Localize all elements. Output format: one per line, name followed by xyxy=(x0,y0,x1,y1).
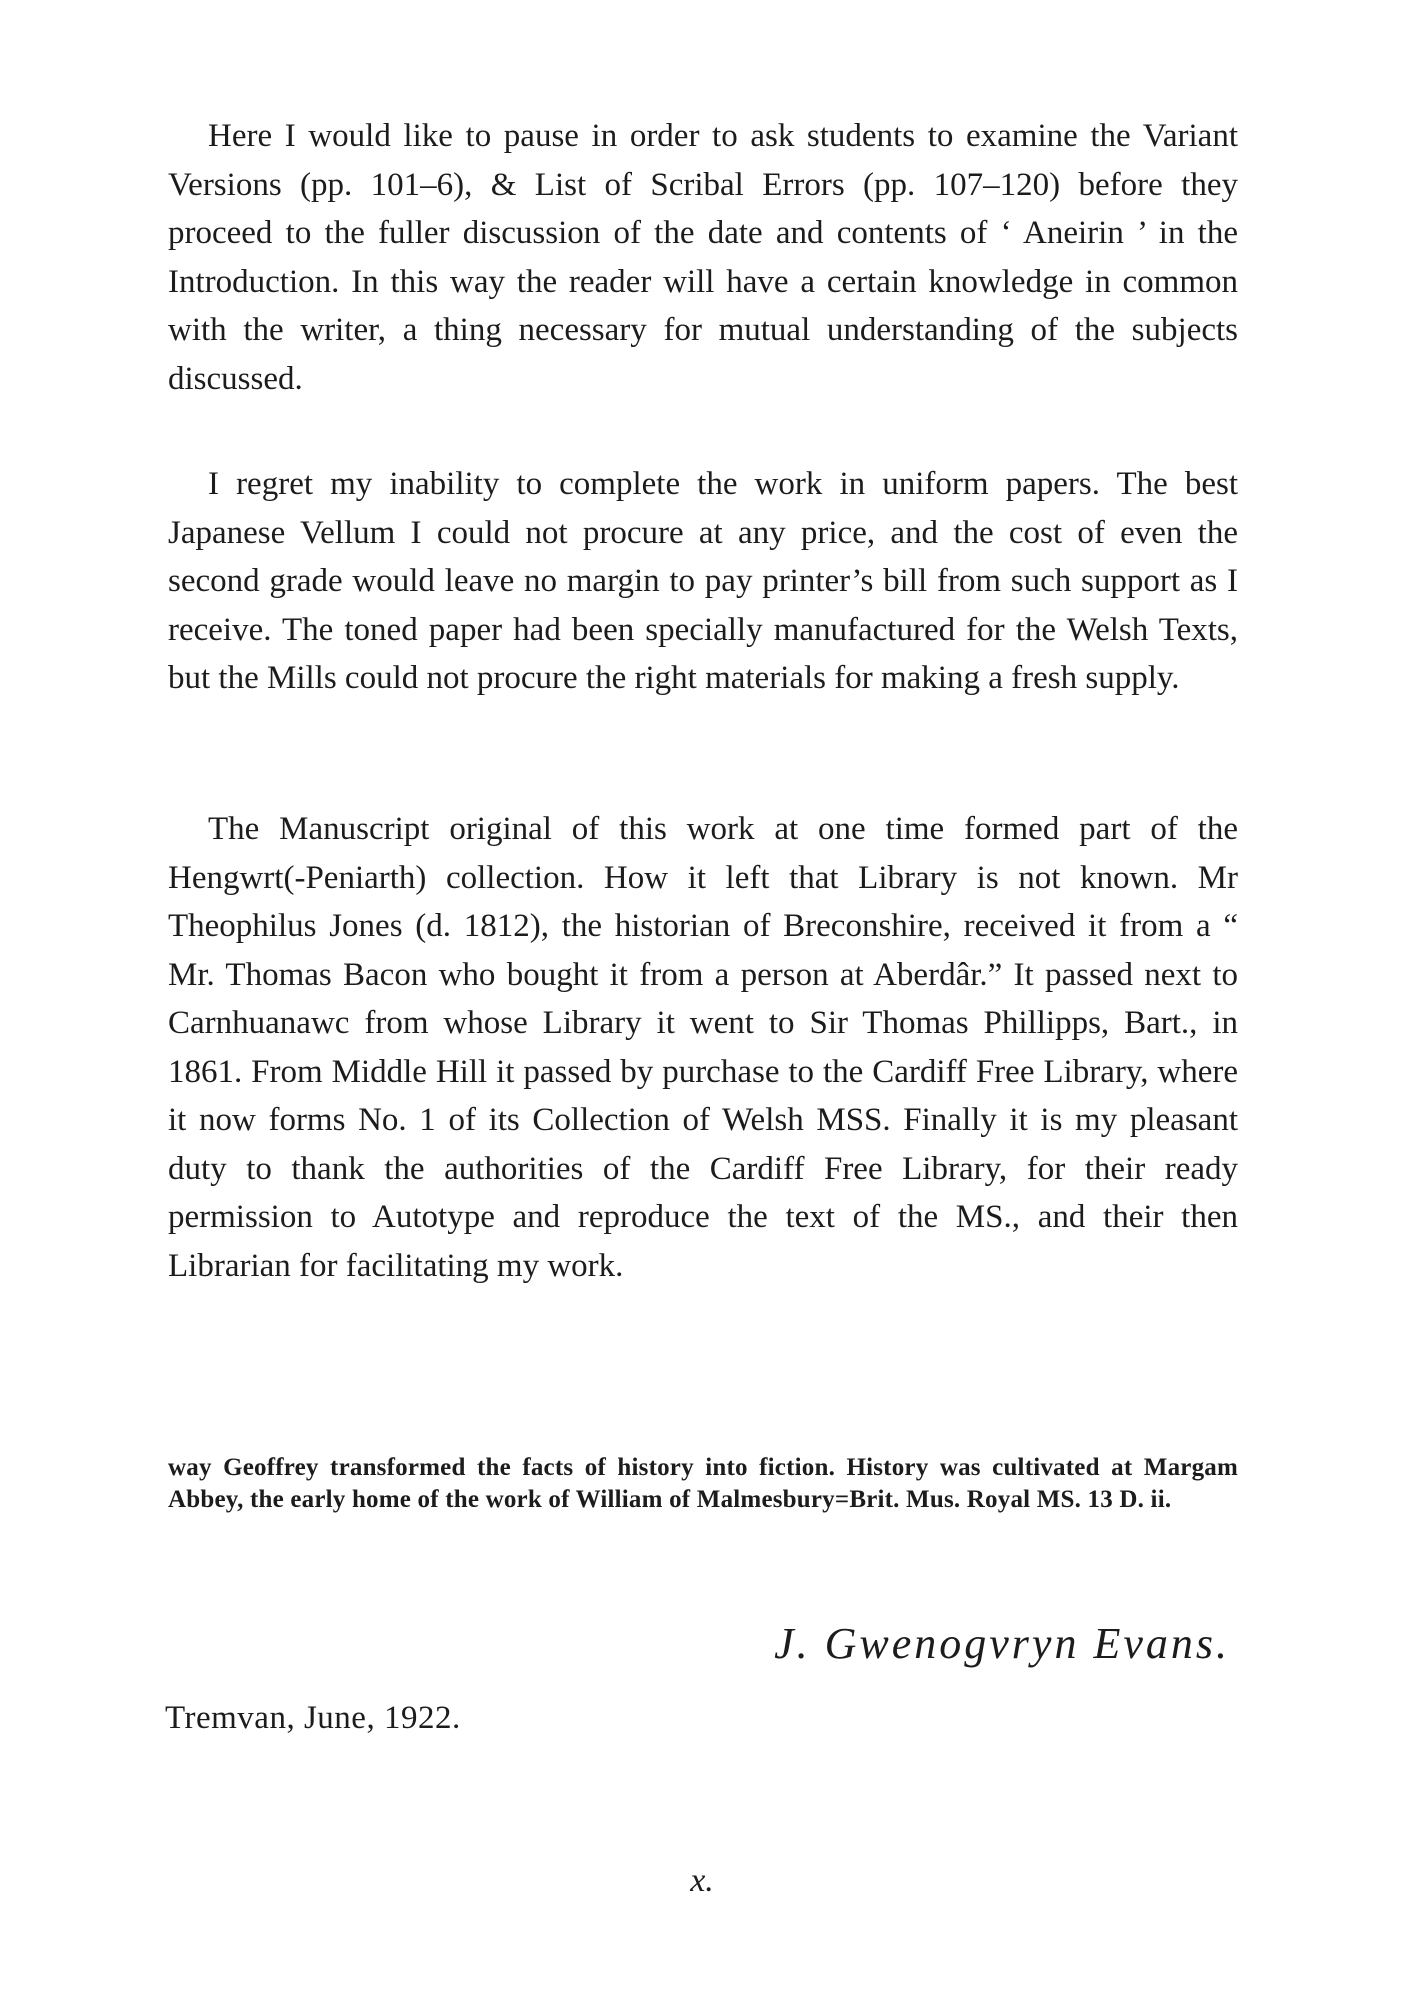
body-paragraph: The Manuscript original of this work at one time formed part of the Hengwrt(-Peniarth) collection. How it left that Library is not known. Mr Theophilus Jones (d. 1812), the historian of Breconshire, received it from a “ Mr. Thomas Bacon who bought it from a person at Aberdâr.” It passed next to Carnhuanawc from whose Library it went to Sir Thomas Phillipps, Bart., in 1861. From Middle Hill it passed by purchase to the Cardiff Free Library, where it now forms No. 1 of its Collection of Welsh MSS. Finally it is my pleasant duty to thank the authorities of the Cardiff Free Library, for their ready permission to Autotype and reproduce the text of the MS., and their then Librarian for facilitating my work. xyxy=(168,811,1238,1284)
author-signature: J. Gwenogvryn Evans. xyxy=(774,1619,1230,1668)
footnote-continuation: way Geoffrey transformed the facts of history into fiction. History was cultivated at Margam Abbey, the early home of the work of William of Malmesbury=Brit. Mus. Royal MS. 13 D. ii. xyxy=(168,1454,1238,1513)
body-paragraph: Here I would like to pause in order to ask students to examine the Variant Versions (pp. 101–6), & List of Scribal Errors (pp. 107–120) before they proceed to the fuller discussion of the date and contents of ‘ Aneirin ’ in the Introduction. In this way the reader will have a certain knowledge in common with the writer, a thing necessary for mutual understanding of the subjects discussed. xyxy=(168,118,1238,397)
page-number: x. xyxy=(690,1862,714,1899)
body-paragraph: I regret my inability to complete the work in uniform papers. The best Japanese Vellum I could not procure at any price, and the cost of even the second grade would leave no margin to pay printer’s bill from such support as I receive. The toned paper had been specially manufactured for the Welsh Texts, but the Mills could not procure the right materials for making a fresh supply. xyxy=(168,466,1238,696)
place-and-date: Tremvan, June, 1922. xyxy=(165,1700,461,1736)
